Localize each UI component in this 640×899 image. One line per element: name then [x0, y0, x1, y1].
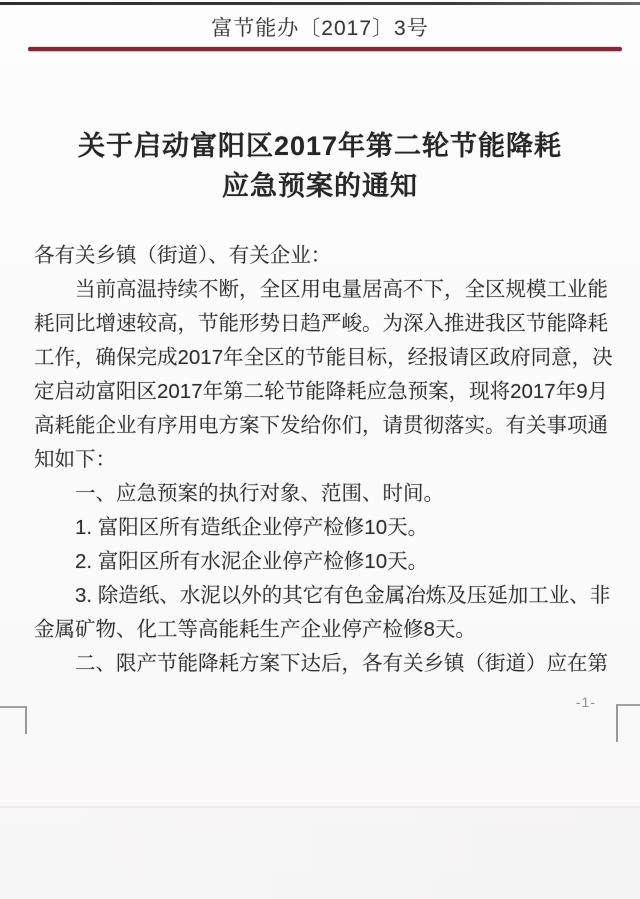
document-title-line2: 应急预案的通知 [222, 171, 418, 201]
body-text-line: 耗同比增速较高，节能形势日趋严峻。为深入推进我区节能降耗 [34, 312, 608, 335]
page-corner-mark-left [0, 706, 27, 734]
document-title [20, 126, 620, 206]
scan-bottom-tint [0, 808, 640, 899]
document-number: 富节能办〔2017〕3号 [211, 17, 429, 40]
body-text-line: 高耗能企业有序用电方案下发给你们，请贯彻落实。有关事项通 [34, 414, 608, 437]
page-number: -1- [575, 694, 596, 710]
page-corner-mark-right [616, 704, 640, 742]
body-text-line: 1. 富阳区所有造纸企业停产检修10天。 [34, 516, 429, 539]
body-text-line: 当前高温持续不断，全区用电量居高不下，全区规模工业能 [34, 278, 608, 301]
body-text-line: 一、应急预案的执行对象、范围、时间。 [34, 482, 444, 505]
body-text-line: 2. 富阳区所有水泥企业停产检修10天。 [34, 550, 429, 573]
body-text-line: 二、限产节能降耗方案下达后，各有关乡镇（街道）应在第 [34, 652, 608, 675]
body-text-line: 金属矿物、化工等高能耗生产企业停产检修8天。 [34, 618, 476, 641]
top-border-line [0, 2, 640, 5]
document-body [34, 241, 614, 683]
body-text-line: 各有关乡镇（街道）、有关企业： [34, 244, 332, 267]
document-title-line1: 关于启动富阳区2017年第二轮节能降耗 [77, 131, 563, 161]
red-separator-line [28, 47, 622, 51]
body-text-line: 定启动富阳区2017年第二轮节能降耗应急预案，现将2017年9月 [34, 380, 609, 403]
body-text-line: 工作，确保完成2017年全区的节能目标，经报请区政府同意，决 [34, 346, 613, 369]
body-text-line: 3. 除造纸、水泥以外的其它有色金属冶炼及压延加工业、非 [34, 584, 611, 607]
body-text-line: 知如下： [34, 448, 116, 471]
